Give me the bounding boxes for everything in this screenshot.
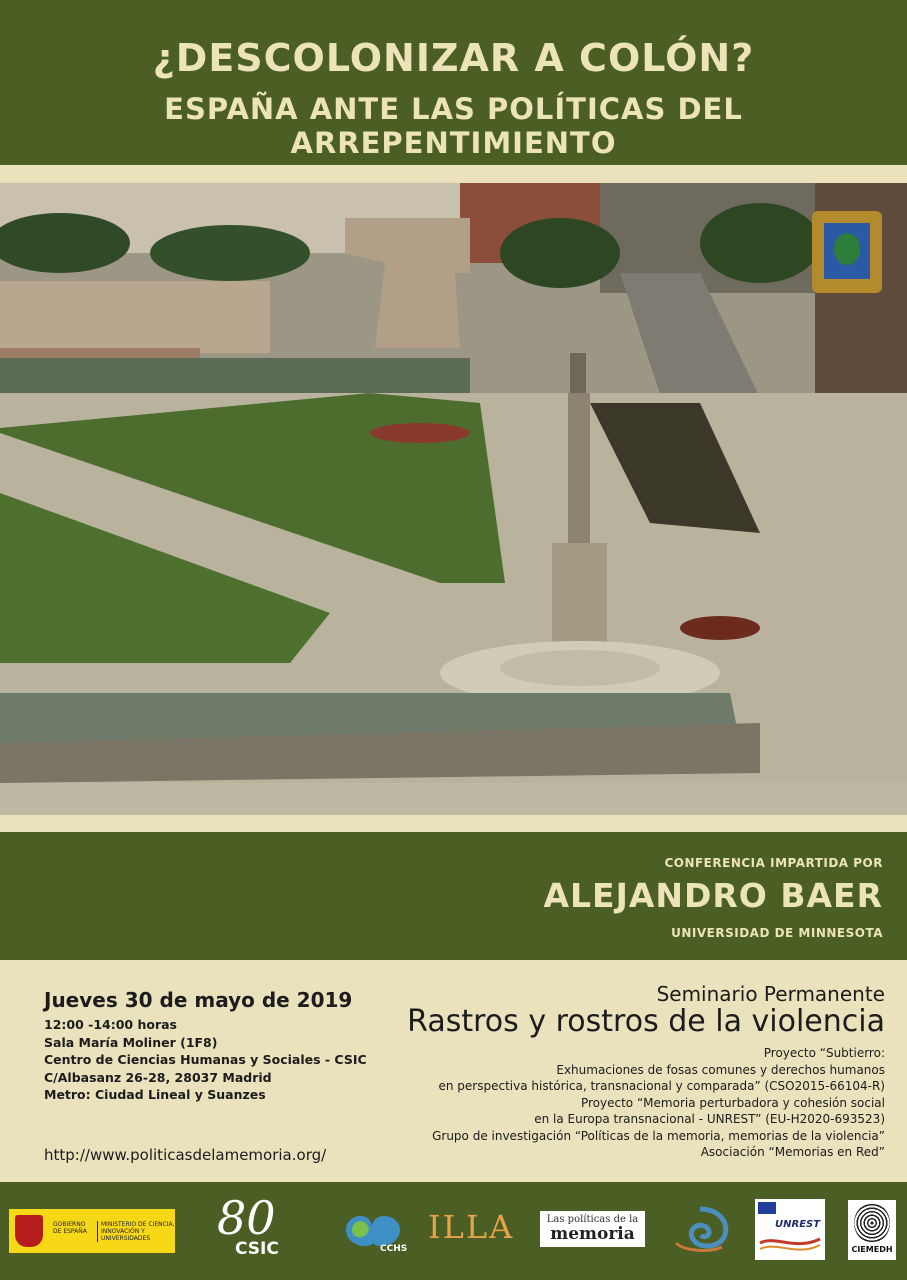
spiral-icon: [666, 1203, 734, 1258]
event-details: [44, 1016, 367, 1104]
project-line: en perspectiva histórica, transnacional y comparada” (CSO2015-66104-R): [438, 1079, 885, 1093]
project-line: Grupo de investigación “Políticas de la memoria, memorias de la violencia”: [432, 1128, 885, 1143]
seminar-title: Rastros y rostros de la violencia: [407, 1004, 885, 1039]
event-time: 12:00 -14:00 horas: [44, 1017, 177, 1032]
cchs-icon: [338, 1205, 408, 1255]
project-line: Asociación “Memorias en Red”: [700, 1145, 885, 1159]
memoria-text: memoria: [550, 1224, 635, 1244]
cchs-text: CCHS: [380, 1244, 408, 1254]
event-date: Jueves 30 de mayo de 2019: [44, 988, 353, 1012]
ciemedh-logo: [848, 1200, 896, 1260]
coat-of-arms-icon: [15, 1215, 43, 1247]
csic-80-mark: 80: [217, 1191, 276, 1245]
event-room: Sala María Moliner (1F8): [44, 1034, 218, 1050]
politicas-memoria-logo: [540, 1211, 645, 1247]
divider-strip: [0, 165, 907, 183]
politicas-text: Las políticas de la: [546, 1214, 639, 1225]
plaza-colon-photo: [0, 183, 907, 815]
speaker-affiliation: UNIVERSIDAD DE MINNESOTA: [671, 926, 883, 940]
project-line: Exhumaciones de fosas comunes y derechos humanos: [556, 1062, 885, 1077]
project-list: [432, 1045, 885, 1161]
ministerio-text: MINISTERIO DE CIENCIA, INNOVACIÓN Y UNIVERSIDADES: [97, 1221, 177, 1242]
project-line: en la Europa transnacional - UNREST” (EU-H2020-693523): [534, 1112, 885, 1126]
cchs-logo: [338, 1205, 408, 1255]
seminar-label: Seminario Permanente: [656, 982, 885, 1006]
ciemedh-text: CIEMEDH: [851, 1245, 893, 1254]
project-line: Proyecto “Memoria perturbadora y cohesión social: [580, 1095, 885, 1110]
gobierno-text: GOBIERNO DE ESPAÑA: [53, 1221, 87, 1235]
divider-strip-2: [0, 815, 907, 832]
website-link[interactable]: http://www.politicasdelamemoria.org/: [44, 1146, 327, 1164]
unrest-wave-icon: [755, 1199, 825, 1260]
conference-label: CONFERENCIA IMPARTIDA POR: [664, 856, 883, 870]
event-venue: Centro de Ciencias Humanas y Sociales - CSIC: [44, 1052, 367, 1067]
unrest-logo: [755, 1199, 825, 1260]
gobierno-logo: [9, 1209, 175, 1253]
fingerprint-icon: [854, 1203, 890, 1243]
unrest-text: UNREST: [775, 1219, 821, 1230]
speaker-name: ALEJANDRO BAER: [543, 876, 883, 915]
event-metro: Metro: Ciudad Lineal y Suanzes: [44, 1087, 266, 1102]
event-address: C/Albasanz 26-28, 28037 Madrid: [44, 1069, 272, 1085]
memorias-en-red-logo: [666, 1203, 734, 1258]
csic-name: CSIC: [235, 1239, 279, 1259]
csic-80-logo: [205, 1193, 305, 1263]
subtitle: ESPAÑA ANTE LAS POLÍTICAS DEL ARREPENTIMIENTO: [164, 92, 743, 160]
illa-logo: ILLA: [428, 1208, 515, 1246]
project-line: Proyecto “Subtierro:: [763, 1046, 885, 1060]
main-title: ¿DESCOLONIZAR A COLÓN?: [152, 36, 755, 80]
